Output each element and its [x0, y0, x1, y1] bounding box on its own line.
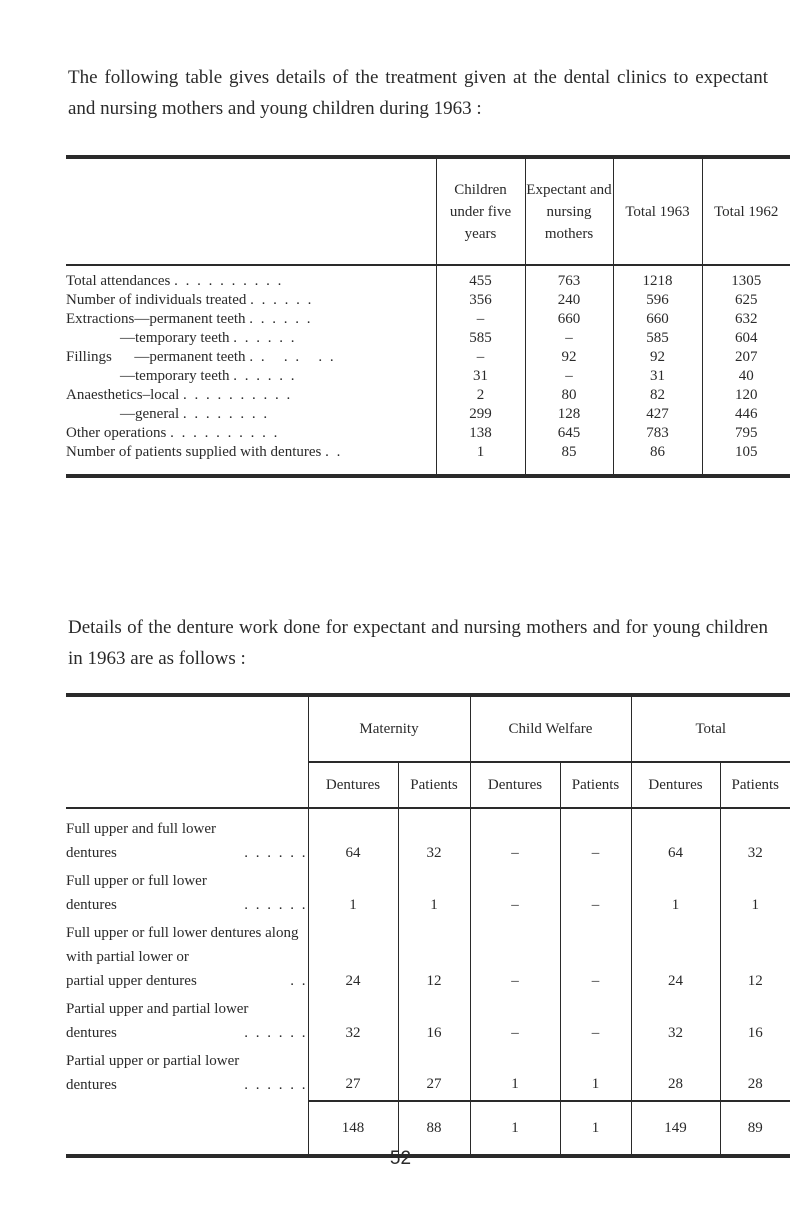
cell: 446 [702, 405, 790, 424]
cell: 24 [308, 921, 398, 997]
row-label: Other operations [66, 425, 167, 441]
cell: 32 [398, 808, 470, 869]
table-row [66, 921, 790, 997]
table-row [66, 329, 790, 348]
subheader-dentures: Dentures [470, 762, 560, 808]
cell: 207 [702, 348, 790, 367]
row-label: —temporary teeth [120, 330, 230, 346]
denture-table [66, 693, 790, 1158]
cell: – [560, 921, 631, 997]
cell: 1 [398, 869, 470, 921]
row-dots: . . . . . . [249, 349, 336, 365]
table-row [66, 291, 790, 310]
cell: – [470, 997, 560, 1049]
cell: 1 [560, 1049, 631, 1101]
group-header-maternity: Maternity [308, 695, 470, 762]
cell: – [560, 997, 631, 1049]
cell: 120 [702, 386, 790, 405]
cell: 32 [308, 997, 398, 1049]
cell: 27 [398, 1049, 470, 1101]
cell: 31 [613, 367, 702, 386]
cell: – [525, 367, 613, 386]
cell: 1 [631, 869, 720, 921]
row-label-line1: Partial upper or partial lower [66, 1053, 240, 1069]
cell: 1 [720, 869, 790, 921]
cell: 80 [525, 386, 613, 405]
cell: 86 [613, 443, 702, 476]
cell: – [470, 808, 560, 869]
row-dots: . . . . . . [244, 845, 308, 861]
cell: 427 [613, 405, 702, 424]
cell: 1218 [613, 265, 702, 291]
row-dots: . . . . . . [233, 368, 297, 384]
total-cell: 148 [308, 1101, 398, 1156]
denture-table-group-header [66, 695, 790, 762]
total-cell: 1 [470, 1101, 560, 1156]
table-row [66, 424, 790, 443]
row-dots: . . . . . . [244, 897, 308, 913]
col-header-mothers: Expectant and nursing mothers [525, 157, 613, 265]
row-dots: . . . . . . [233, 330, 297, 346]
cell: 660 [613, 310, 702, 329]
subheader-patients: Patients [398, 762, 470, 808]
row-dots: . . [325, 444, 343, 460]
cell: 1 [308, 869, 398, 921]
row-dots: . . . . . . . . [182, 406, 270, 422]
row-label-line2: dentures [66, 1077, 117, 1093]
row-label-line1: Full upper or full lower [66, 873, 207, 889]
cell: 596 [613, 291, 702, 310]
row-label: Total attendances [66, 273, 171, 289]
cell: 138 [436, 424, 525, 443]
cell: 299 [436, 405, 525, 424]
cell: 1 [436, 443, 525, 476]
cell: 128 [525, 405, 613, 424]
table-row [66, 808, 790, 869]
cell: 356 [436, 291, 525, 310]
cell: 40 [702, 367, 790, 386]
cell: 82 [613, 386, 702, 405]
group-header-child-welfare: Child Welfare [470, 695, 631, 762]
table-row [66, 443, 790, 476]
table-row [66, 265, 790, 291]
cell: 1305 [702, 265, 790, 291]
row-dots: . . [290, 973, 308, 989]
cell: – [560, 808, 631, 869]
cell: 27 [308, 1049, 398, 1101]
subheader-patients: Patients [560, 762, 631, 808]
row-label-line2: partial upper dentures [66, 973, 197, 989]
subheader-dentures: Dentures [308, 762, 398, 808]
page-number: 52 [389, 1148, 412, 1169]
cell: – [470, 921, 560, 997]
cell: 625 [702, 291, 790, 310]
table-row [66, 367, 790, 386]
table-row [66, 405, 790, 424]
cell: 585 [436, 329, 525, 348]
cell: 32 [631, 997, 720, 1049]
row-label: Number of individuals treated [66, 292, 247, 308]
row-dots: . . . . . . . . . . [183, 387, 293, 403]
subheader-dentures: Dentures [631, 762, 720, 808]
row-dots: . . . . . . . . . . [170, 425, 280, 441]
row-label: Number of patients supplied with dentures [66, 444, 322, 460]
row-label-line2: dentures [66, 1025, 117, 1041]
cell: 31 [436, 367, 525, 386]
treatment-table [66, 155, 790, 478]
cell: 763 [525, 265, 613, 291]
row-label: Anaesthetics–local [66, 387, 180, 403]
total-cell: 149 [631, 1101, 720, 1156]
cell: – [470, 869, 560, 921]
row-label-line2: dentures [66, 845, 117, 861]
col-header-total-1963: Total 1963 [613, 157, 702, 265]
row-dots: . . . . . . [249, 311, 313, 327]
cell: 64 [631, 808, 720, 869]
row-label-line1: Partial upper and partial lower [66, 1001, 249, 1017]
row-dots: . . . . . . [250, 292, 314, 308]
cell: – [436, 348, 525, 367]
cell: 32 [720, 808, 790, 869]
cell: 64 [308, 808, 398, 869]
total-cell: 88 [398, 1101, 470, 1156]
col-header-total-1962: Total 1962 [702, 157, 790, 265]
intro-paragraph-1: The following table gives details of the treatment given at the dental clinics to expectant and nursing mothers and young children during 1963 : [68, 67, 768, 119]
cell: 16 [720, 997, 790, 1049]
table-row [66, 310, 790, 329]
cell: 85 [525, 443, 613, 476]
row-label: Extractions—permanent teeth [66, 311, 246, 327]
cell: 92 [525, 348, 613, 367]
cell: 92 [613, 348, 702, 367]
cell: 795 [702, 424, 790, 443]
cell: 16 [398, 997, 470, 1049]
row-label: —general [120, 406, 180, 422]
row-label-line2: dentures [66, 897, 117, 913]
cell: 645 [525, 424, 613, 443]
cell: 660 [525, 310, 613, 329]
col-header-children: Children under five years [436, 157, 525, 265]
table-row [66, 348, 790, 367]
cell: 105 [702, 443, 790, 476]
row-dots: . . . . . . [244, 1025, 308, 1041]
cell: – [436, 310, 525, 329]
cell: 240 [525, 291, 613, 310]
row-dots: . . . . . . [244, 1077, 308, 1093]
cell: 455 [436, 265, 525, 291]
row-dots: . . . . . . . . . . [174, 273, 284, 289]
table-row [66, 997, 790, 1049]
cell: 585 [613, 329, 702, 348]
row-label-line1: Full upper and full lower [66, 821, 216, 837]
cell: 604 [702, 329, 790, 348]
cell: 12 [398, 921, 470, 997]
cell: – [525, 329, 613, 348]
table-row [66, 1049, 790, 1101]
row-label-line1: Full upper or full lower dentures along with partial lower or [66, 925, 299, 965]
cell: – [560, 869, 631, 921]
row-label: Fillings —permanent teeth [66, 349, 246, 365]
cell: 24 [631, 921, 720, 997]
total-cell: 1 [560, 1101, 631, 1156]
group-header-total: Total [631, 695, 790, 762]
cell: 783 [613, 424, 702, 443]
cell: 28 [631, 1049, 720, 1101]
cell: 632 [702, 310, 790, 329]
cell: 28 [720, 1049, 790, 1101]
total-cell: 89 [720, 1101, 790, 1156]
cell: 1 [470, 1049, 560, 1101]
treatment-table-header [66, 157, 790, 265]
cell: 2 [436, 386, 525, 405]
table-row [66, 386, 790, 405]
table-row [66, 869, 790, 921]
cell: 12 [720, 921, 790, 997]
row-label: —temporary teeth [120, 368, 230, 384]
denture-table-subheader [66, 762, 790, 808]
subheader-patients: Patients [720, 762, 790, 808]
intro-paragraph-2: Details of the denture work done for expectant and nursing mothers and for young children in 1963 are as follows : [68, 617, 768, 669]
